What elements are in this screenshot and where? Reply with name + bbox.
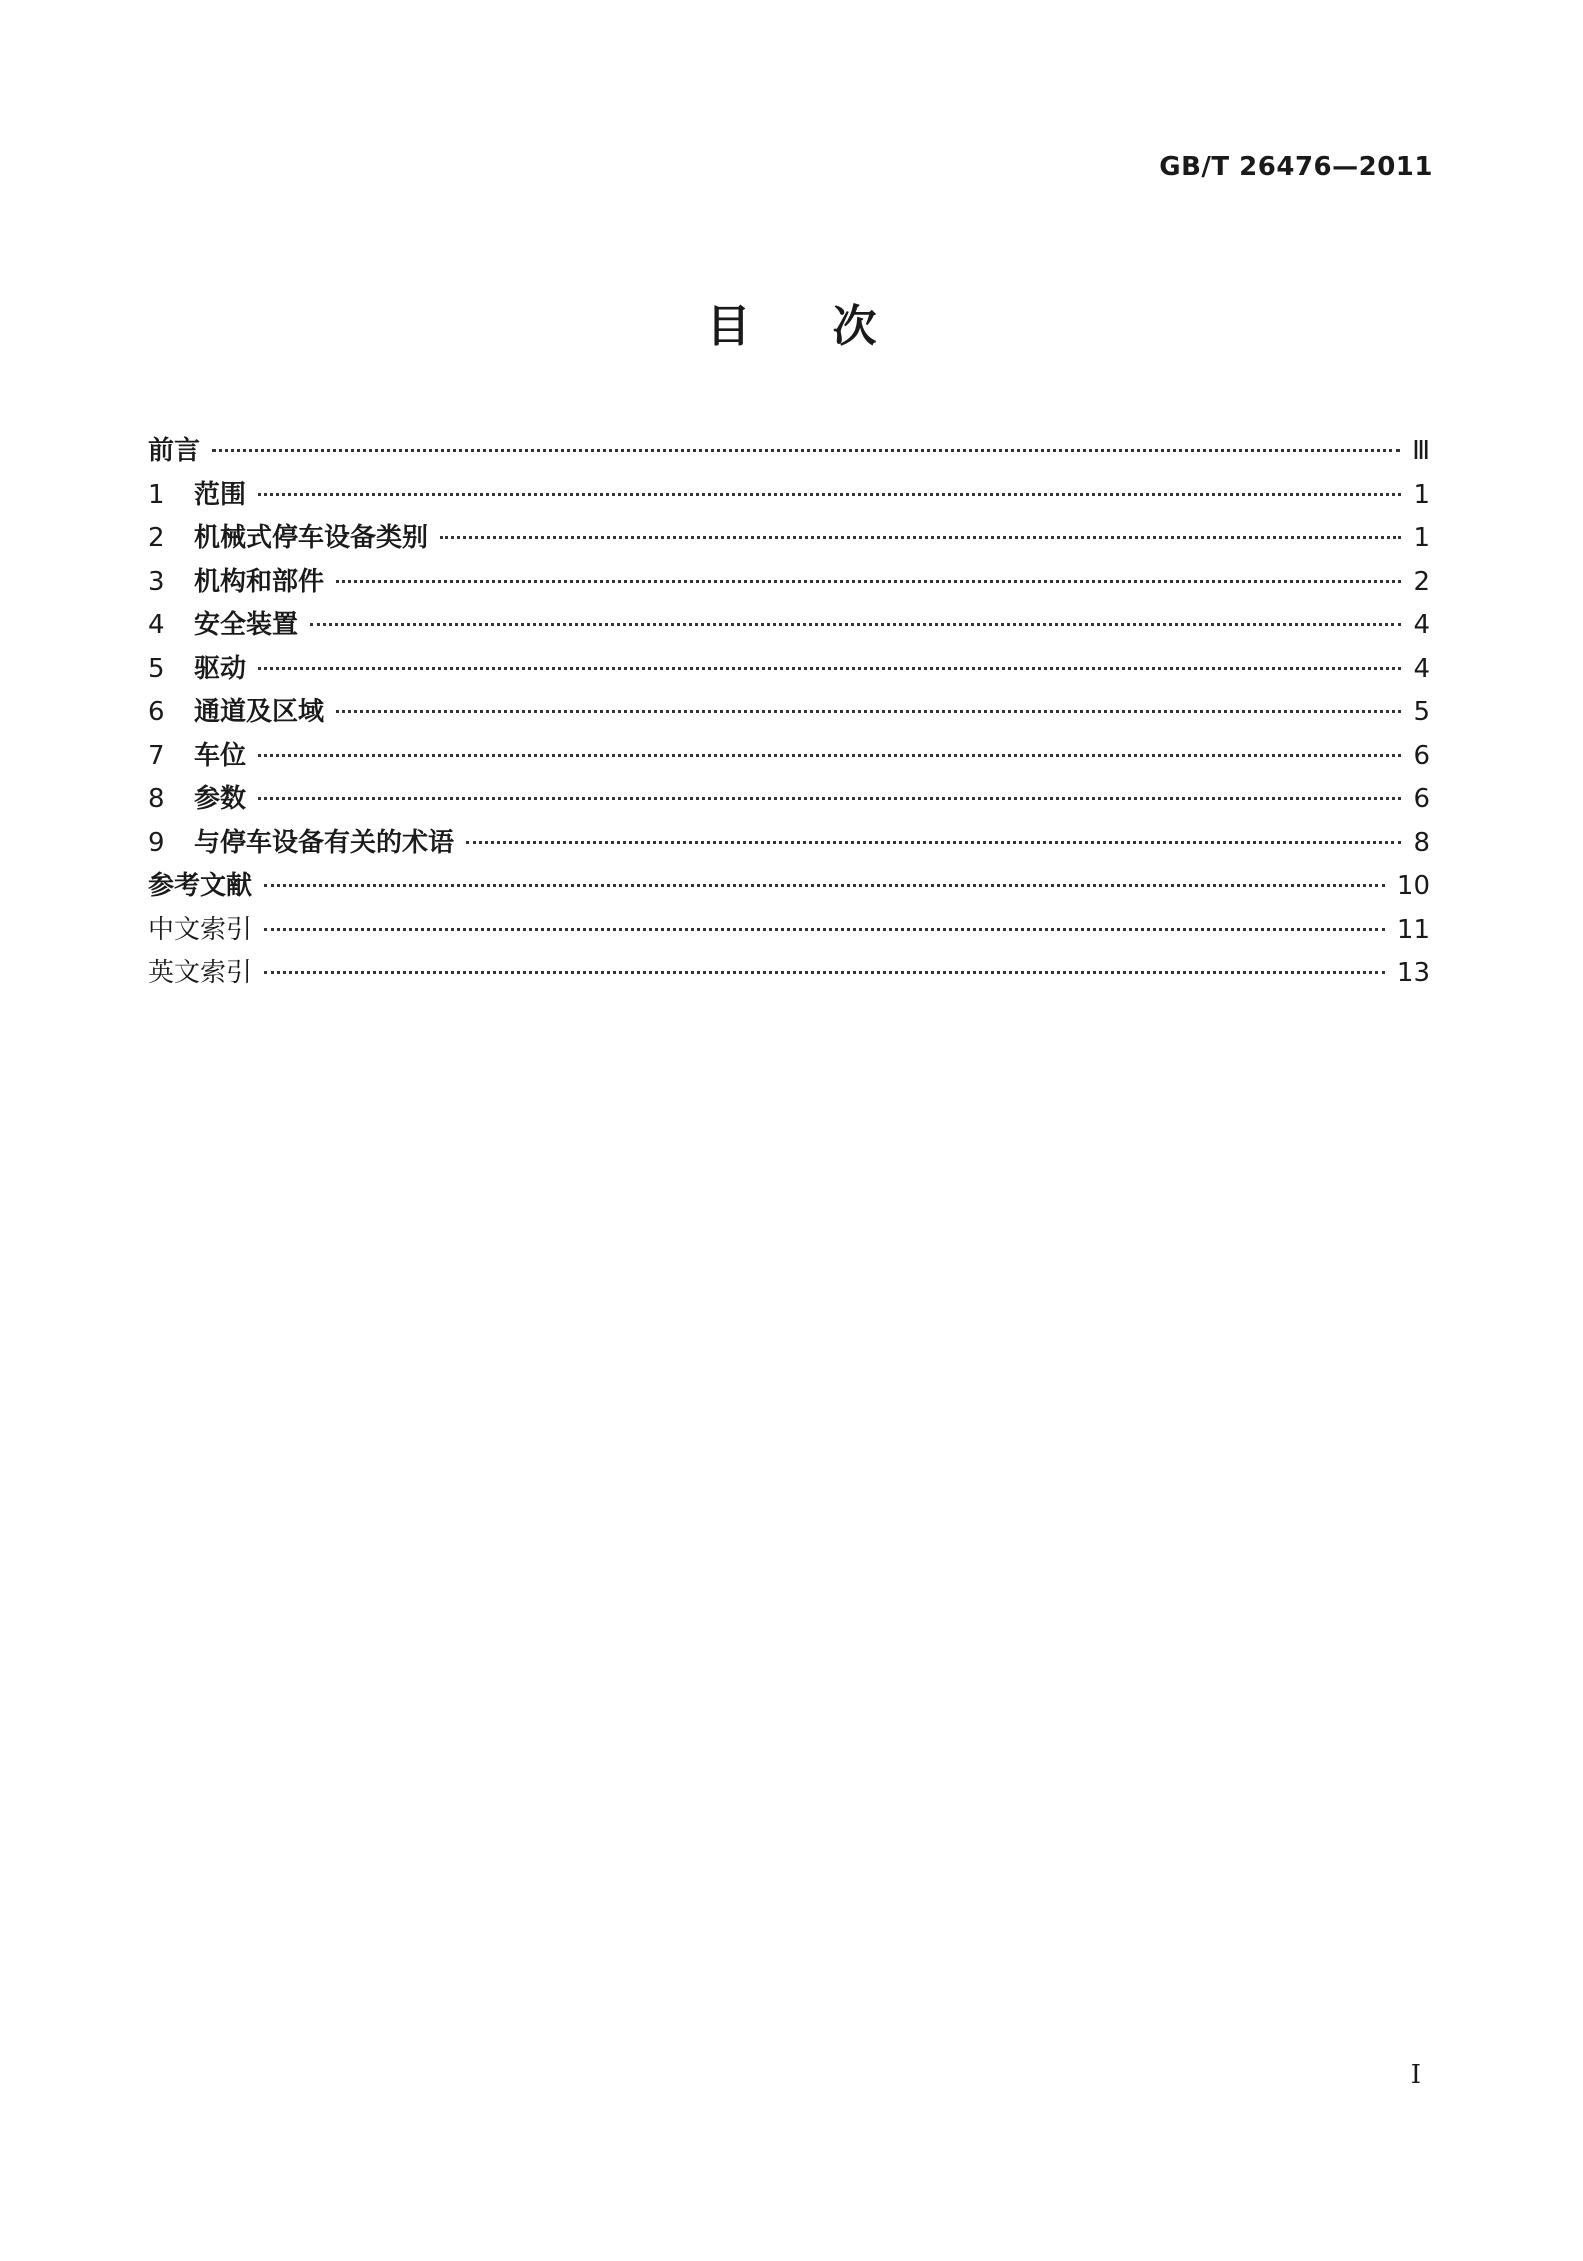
- toc-entry-number: 8: [148, 784, 165, 814]
- toc-entry-page: 6: [1413, 784, 1430, 814]
- toc-entry-label: 英文索引: [148, 958, 253, 988]
- toc-entry[interactable]: [148, 952, 1430, 996]
- toc-entry-page: Ⅲ: [1412, 436, 1430, 466]
- toc-entry-page: 6: [1413, 740, 1430, 771]
- toc-entry-number: 9: [148, 827, 165, 858]
- toc-entry-number: 1: [148, 479, 165, 510]
- toc-entry-number: 6: [148, 697, 165, 727]
- toc-dot-leader: [440, 536, 1401, 539]
- toc-entry-page: 5: [1413, 697, 1430, 727]
- toc-dot-leader: [336, 580, 1401, 583]
- toc-entry[interactable]: [148, 691, 1430, 735]
- toc-entry-label: 范围: [194, 479, 247, 510]
- toc-dot-leader: [336, 710, 1401, 713]
- page-title: 目次: [706, 301, 959, 352]
- toc-entry[interactable]: [148, 865, 1430, 909]
- toc-dot-leader: [264, 971, 1385, 974]
- page-number: I: [1410, 2060, 1421, 2090]
- toc-dot-leader: [212, 449, 1400, 452]
- toc-entry-label: 中文索引: [148, 914, 253, 945]
- toc-entry-label: 车位: [194, 740, 247, 771]
- toc-entry[interactable]: [148, 735, 1430, 779]
- toc-dot-leader: [466, 841, 1401, 844]
- toc-entry[interactable]: [148, 822, 1430, 866]
- toc-entry-number: 3: [148, 566, 165, 597]
- toc-entry[interactable]: [148, 909, 1430, 953]
- toc-entry[interactable]: [148, 604, 1430, 648]
- toc-dot-leader: [264, 928, 1385, 931]
- toc-entry-label: 与停车设备有关的术语: [194, 827, 455, 858]
- toc-entry-page: 4: [1413, 653, 1430, 684]
- toc-entry-label: 机构和部件: [194, 566, 325, 597]
- toc-entry[interactable]: [148, 648, 1430, 692]
- toc-entry-label: 通道及区域: [194, 697, 325, 727]
- toc-entry-page: 10: [1396, 871, 1430, 901]
- toc-entry-page: 1: [1413, 523, 1430, 553]
- toc-entry-number: 4: [148, 610, 165, 640]
- toc-entry-page: 13: [1396, 958, 1430, 988]
- toc-entry-page: 2: [1413, 566, 1430, 597]
- toc-entry-label: 机械式停车设备类别: [194, 523, 429, 553]
- toc-dot-leader: [258, 493, 1401, 496]
- toc-entry[interactable]: [148, 561, 1430, 605]
- toc-entry-page: 4: [1413, 610, 1430, 640]
- toc-entry-page: 1: [1413, 479, 1430, 510]
- toc-entry-label: 前言: [148, 436, 201, 466]
- toc-entry-label: 驱动: [194, 653, 247, 684]
- table-of-contents: [148, 430, 1430, 996]
- toc-entry-label: 安全装置: [194, 610, 299, 640]
- toc-dot-leader: [258, 667, 1401, 670]
- toc-dot-leader: [310, 623, 1401, 626]
- toc-entry-label: 参数: [194, 784, 247, 814]
- toc-entry-number: 5: [148, 653, 165, 684]
- toc-dot-leader: [258, 754, 1401, 757]
- toc-entry-label: 参考文献: [148, 871, 253, 901]
- toc-entry-number: 2: [148, 523, 165, 553]
- toc-dot-leader: [264, 884, 1385, 887]
- toc-entry[interactable]: [148, 517, 1430, 561]
- toc-entry[interactable]: [148, 474, 1430, 518]
- toc-entry-number: 7: [148, 740, 165, 771]
- toc-entry-page: 8: [1413, 827, 1430, 858]
- toc-entry-page: 11: [1396, 914, 1430, 945]
- toc-entry[interactable]: [148, 778, 1430, 822]
- toc-dot-leader: [258, 797, 1401, 800]
- standard-number: GB/T 26476—2011: [1159, 152, 1433, 182]
- toc-entry[interactable]: [148, 430, 1430, 474]
